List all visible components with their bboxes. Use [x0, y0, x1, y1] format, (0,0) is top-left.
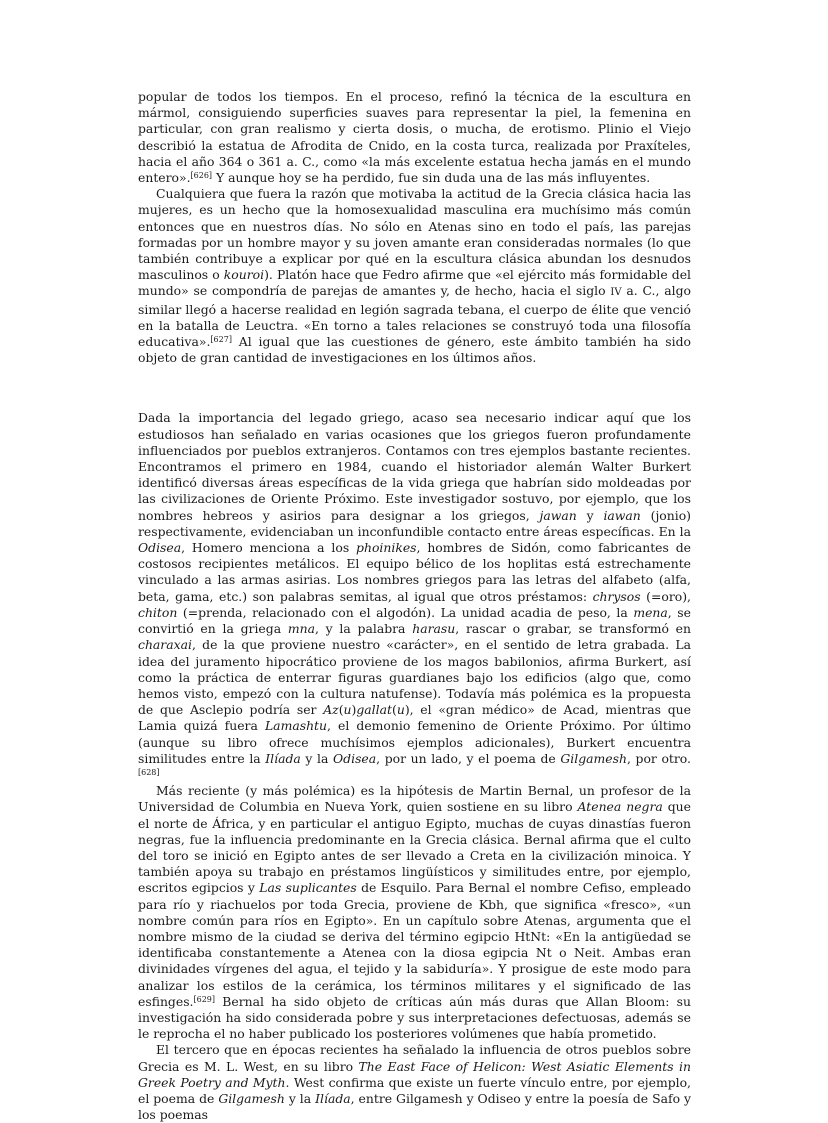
paragraph-homosexuality: Cualquiera que fuera la razón que motivaba la actitud de la Grecia clásica hacia las mujeres, es un hecho que la homosexualidad masculina era muchísimo más común entonces que en nuestros días. No sólo en Atenas sino en todo el país, las parejas formadas por un hombre mayor y su joven amante eran consideradas normales (lo que también contribuye a explicar por qué en la escultura clásica abundan los desnudos masculinos o kouroi). Platón hace que Fedro afirme que «el ejército más formidable del mundo» se compondría de parejas de amantes y, de hecho, hacia el siglo IV a. C., algo similar llegó a hacerse realidad en legión sagrada tebana, el cuerpo de élite que venció en la batalla de Leuctra. «En torno a tales relaciones se construyó toda una filosofía educativa».[627] Al igual que las cuestiones de género, este ámbito también ha sido objeto de gran cantidad de investigaciones en los últimos años. — [138, 186, 691, 366]
footnote-ref-626[interactable]: [626] — [190, 171, 213, 181]
paragraph-west: El tercero que en épocas recientes ha señalado la influencia de otros pueblos sobre Grecia es M. L. West, en su libro The East Face of Helicon: West Asiatic Elements in Greek Poetry and Myth. West confirma que existe un fuerte vínculo entre, por ejemplo, el poema de Gilgamesh y la Ilíada, entre Gilgamesh y Odiseo y entre la poesía de Safo y los poemas — [138, 1042, 691, 1123]
footnote-ref-629[interactable]: [629] — [193, 994, 216, 1004]
document-page — [138, 89, 691, 1123]
footnote-ref-627[interactable]: [627] — [210, 335, 232, 345]
footnote-ref-628[interactable]: [628] — [138, 767, 160, 777]
section-break — [138, 366, 691, 410]
paragraph-praxiteles: popular de todos los tiempos. En el proceso, refinó la técnica de la escultura en mármol, consiguiendo superficies suaves para representar la piel, la femenina en particular, con gran realismo y cierta dosis, o mucha, de erotismo. Plinio el Viejo describió la estatua de Afrodita de Cnido, en la costa turca, realizada por Praxíteles, hacia el año 364 o 361 a. C., como «la más excelente estatua hecha jamás en el mundo entero».[626] Y aunque hoy se ha perdido, fue sin duda una de las más influyentes. — [138, 89, 691, 186]
paragraph-burkert: Dada la importancia del legado griego, acaso sea necesario indicar aquí que los estudiosos han señalado en varias ocasiones que los griegos fueron profundamente influenciados por pueblos extranjeros. Contamos con tres ejemplos bastante recientes. Encontramos el primero en 1984, cuando el historiador alemán Walter Burkert identificó diversas áreas específicas de la vida griega que habrían sido moldeadas por las civilizaciones de Oriente Próximo. Este investigador sostuvo, por ejemplo, que los nombres hebreos y asirios para designar a los griegos, jawan y iawan (jonio) respectivamente, evidenciaban un inconfundible contacto entre áreas específicas. En la Odisea, Homero menciona a los phoinikes, hombres de Sidón, como fabricantes de costosos recipientes metálicos. El equipo bélico de los hoplitas está estrechamente vinculado a las armas asirias. Los nombres griegos para las letras del alfabeto (alfa, beta, gama, etc.) son palabras semitas, al igual que otros préstamos: chrysos (=oro), chiton (=prenda, relacionado con el algodón). La unidad acadia de peso, la mena, se convirtió en la griega mna, y la palabra harasu, rascar o grabar, se transformó en charaxai, de la que proviene nuestro «carácter», en el sentido de letra grabada. La idea del juramento hipocrático proviene de los magos babilonios, afirma Burkert, así como la práctica de enterrar figuras guardianes bajo los edificios (algo que, como hemos visto, empezó con la cultura natufense). Todavía más polémica es la propuesta de que Asclepio podría ser Az(u)gallat(u), el «gran médico» de Acad, mientras que Lamia quizá fuera Lamashtu, el demonio femenino de Oriente Próximo. Por último (aunque su libro ofrece muchísimos ejemplos adicionales), Burkert encuentra similitudes entre la Ilíada y la Odisea, por un lado, y el poema de Gilgamesh, por otro.[628] — [138, 410, 691, 777]
paragraph-bernal: Más reciente (y más polémica) es la hipótesis de Martin Bernal, un profesor de la Universidad de Columbia en Nueva York, quien sostiene en su libro Atenea negra que el norte de África, y en particular el antiguo Egipto, muchas de cuyas dinastías fueron negras, fue la influencia predominante en la Grecia clásica. Bernal afirma que el culto del toro se inició en Egipto antes de ser llevado a Creta en la civilización minoica. Y también apoya su trabajo en préstamos lingüísticos y similitudes entre, por ejemplo, escritos egipcios y Las suplicantes de Esquilo. Para Bernal el nombre Cefiso, empleado para río y riachuelos por toda Grecia, proviene de Kbh, que significa «fresco», «un nombre común para ríos en Egipto». En un capítulo sobre Atenas, argumenta que el nombre mismo de la ciudad se deriva del término egipcio HtNt: «En la antigüedad se identificaba constantemente a Atenea con la diosa egipcia Nt o Neit. Ambas eran divinidades vírgenes del agua, el tejido y la sabiduría». Y prosigue de este modo para analizar los estilos de la cerámica, los términos militares y el significado de las esfinges.[629] Bernal ha sido objeto de críticas aún más duras que Allan Bloom: su investigación ha sido considerada pobre y sus interpretaciones defectuosas, además se le reprocha el no haber publicado los posteriores volúmenes que había prometido. — [138, 783, 691, 1042]
